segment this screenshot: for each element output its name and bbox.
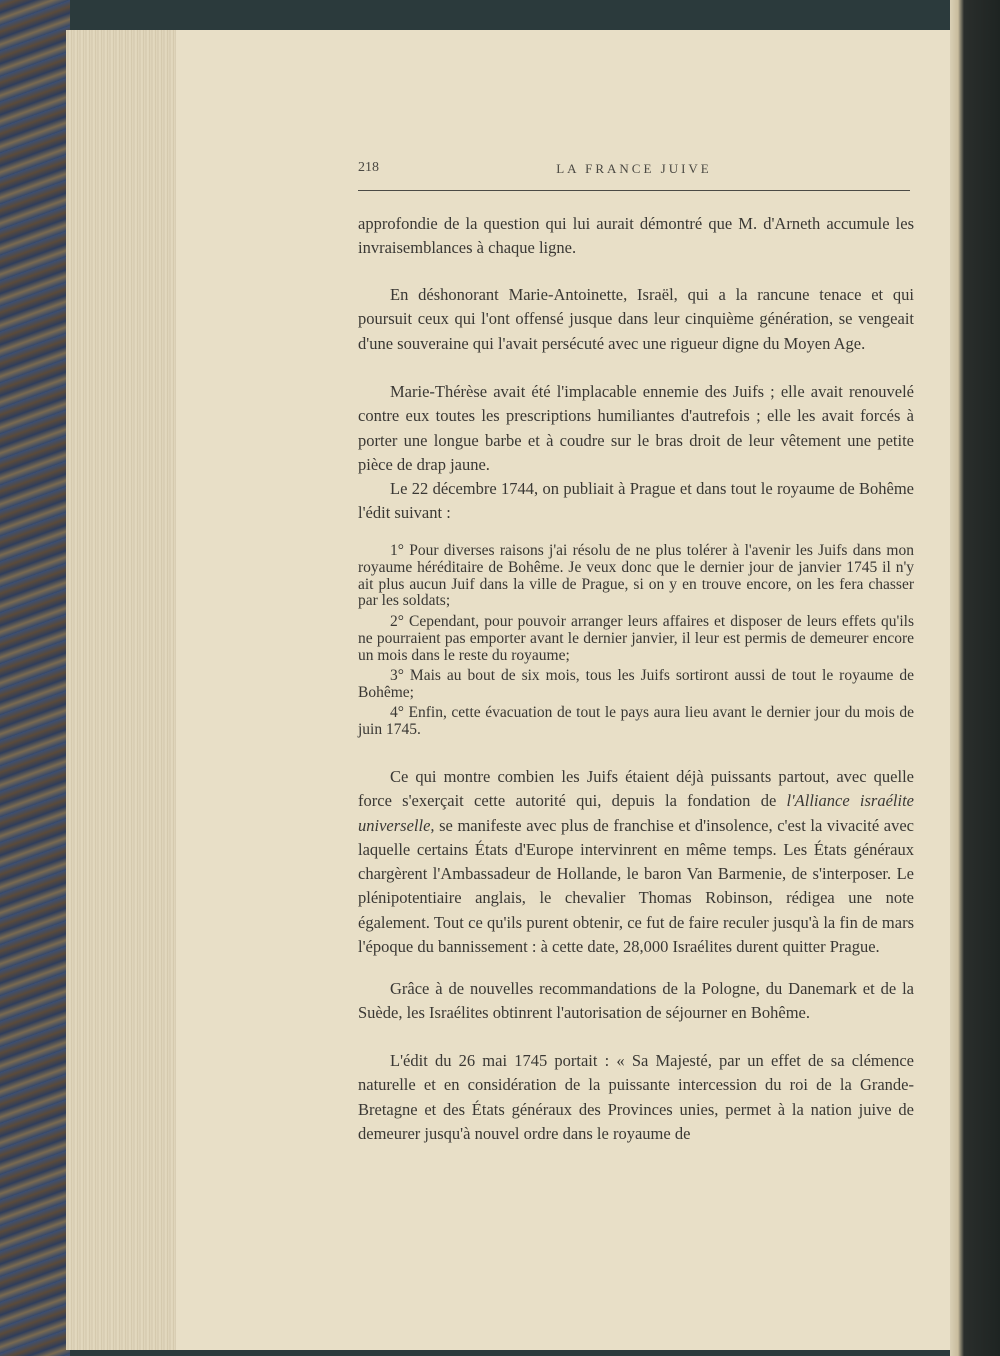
intervention-text-end: se manifeste avec plus de franchise et d'insolence, c'est la vivacité avec laquelle certains États d'Europe intervinrent en même temps. Les États généraux chargèrent l'Ambassadeur de Hollande, le baron Van Barmenie, de s'interposer. Le plénipotentiaire anglais, le chevalier Thomas Robinson, rédigea une note également. Tout ce qu'ils purent obtenir, ce fut de faire reculer jusqu'à la fin de mars l'époque du bannissement : à cette date, 28,000 Israélites durent quitter Prague. bbox=[358, 815, 914, 957]
book-binding-left bbox=[0, 0, 70, 1356]
page-header bbox=[358, 160, 910, 191]
edict-item-2: 2° Cependant, pour pouvoir arranger leurs affaires et disposer de leurs effets qu'ils ne pourraient pas emporter avant le dernier janvier, il leur est permis de demeurer encore un mois dans le reste du royaume; bbox=[358, 613, 914, 664]
alliance-israelite-title: l'Alliance israélite universelle, bbox=[358, 791, 914, 835]
paragraph-intervention bbox=[358, 765, 914, 959]
paragraph-continued: approfondie de la question qui lui aurait démontré que M. d'Arneth accumule les invraisemblances à chaque ligne. bbox=[358, 214, 914, 258]
paragraph-recommendations: Grâce à de nouvelles recommandations de la Pologne, du Danemark et de la Suède, les Israélites obtinrent l'autorisation de séjourner en Bohême. bbox=[358, 979, 914, 1023]
paragraph-marie-antoinette: En déshonorant Marie-Antoinette, Israël, qui a la rancune tenace et qui poursuit ceux qui l'ont offensé jusque dans leur cinquième génération, se vengeait d'une souveraine qui l'avait persécuté avec une rigueur digne du Moyen Age. bbox=[358, 285, 914, 353]
paragraph-edict-intro: Le 22 décembre 1744, on publiait à Prague et dans tout le royaume de Bohême l'édit suivant : bbox=[358, 479, 914, 523]
book-binding-right bbox=[950, 0, 1000, 1356]
running-title: LA FRANCE JUIVE bbox=[556, 161, 712, 176]
page-edges bbox=[66, 30, 178, 1350]
edict-item-1: 1° Pour diverses raisons j'ai résolu de ne plus tolérer à l'avenir les Juifs dans mon royaume héréditaire de Bohême. Je veux donc que le dernier jour de janvier 1745 il n'y ait plus aucun Juif dans la ville de Prague, si on y en trouve encore, on les fera chasser par les soldats; bbox=[358, 542, 914, 610]
intervention-text-start: Ce qui montre combien les Juifs étaient déjà puissants partout, avec quelle force s'exerçait cette autorité qui, depuis la fondation de bbox=[358, 767, 914, 811]
edict-item-4: 4° Enfin, cette évacuation de tout le pays aura lieu avant le dernier jour du mois de juin 1745. bbox=[358, 704, 914, 738]
paragraph-edict-1745: L'édit du 26 mai 1745 portait : « Sa Majesté, par un effet de sa clémence naturelle et en considération de la puissante intercession du roi de la Grande-Bretagne et des États généraux des Provinces unies, permet à la nation juive de demeurer jusqu'à nouvel ordre dans le royaume de bbox=[358, 1051, 914, 1143]
paragraph-marie-therese: Marie-Thérèse avait été l'implacable ennemie des Juifs ; elle avait renouvelé contre eux toutes les prescriptions humiliantes d'autrefois ; elle les avait forcés à porter une longue barbe et à coudre sur le bras droit de leur vêtement une petite pièce de drap jaune. bbox=[358, 382, 914, 474]
page-number: 218 bbox=[358, 160, 379, 175]
edict-item-3: 3° Mais au bout de six mois, tous les Juifs sortiront aussi de tout le royaume de Bohême; bbox=[358, 667, 914, 701]
